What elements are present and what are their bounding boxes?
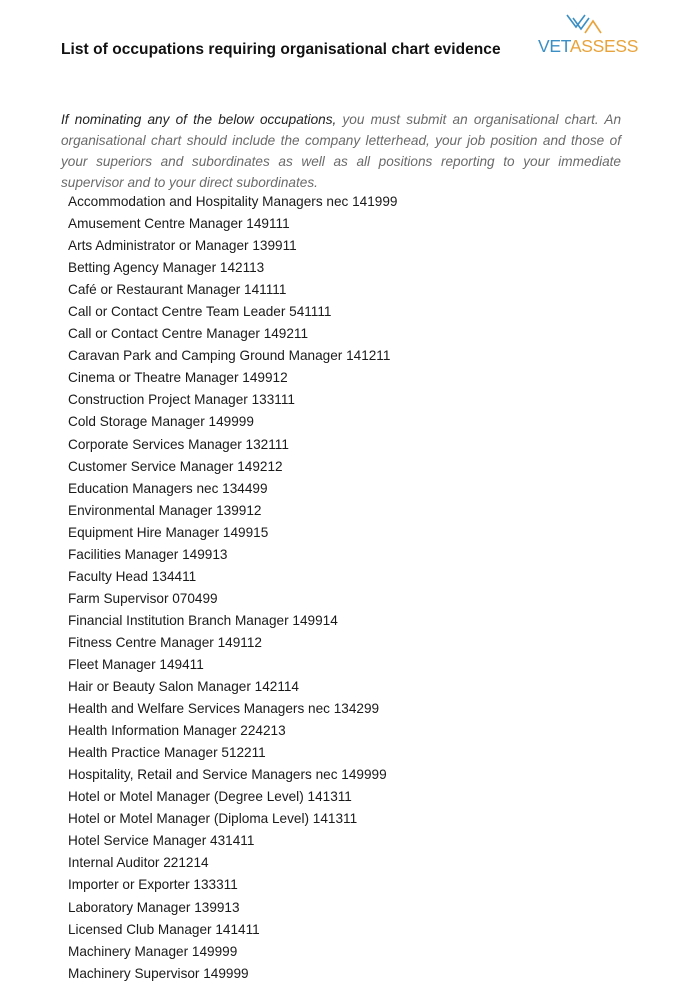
occupation-item: Call or Contact Centre Team Leader 541111 (68, 304, 332, 320)
occupation-item: Hotel or Motel Manager (Diploma Level) 141311 (68, 811, 358, 827)
occupation-item: Environmental Manager 139912 (68, 502, 262, 518)
page-title: List of occupations requiring organisational chart evidence (61, 41, 501, 58)
occupation-item: Cinema or Theatre Manager 149912 (68, 370, 288, 386)
occupation-item: Faculty Head 134411 (68, 568, 197, 584)
occupation-item: Construction Project Manager 133111 (68, 392, 295, 408)
intro-paragraph (61, 109, 621, 193)
occupation-item: Corporate Services Manager 132111 (68, 436, 289, 452)
occupation-item: Facilities Manager 149913 (68, 546, 228, 562)
occupation-item: Equipment Hire Manager 149915 (68, 524, 269, 540)
occupation-item: Café or Restaurant Manager 141111 (68, 282, 287, 298)
occupation-item: Betting Agency Manager 142113 (68, 260, 265, 276)
vetassess-logo (536, 12, 639, 64)
occupation-item: Internal Auditor 221214 (68, 855, 209, 871)
occupation-item: Farm Supervisor 070499 (68, 590, 218, 606)
occupation-item: Machinery Manager 149999 (68, 943, 238, 959)
occupation-item: Customer Service Manager 149212 (68, 458, 283, 474)
occupation-item: Caravan Park and Camping Ground Manager 141211 (68, 348, 391, 364)
logo-text-vet: VET (538, 36, 570, 56)
occupation-item: Health and Welfare Services Managers nec 134299 (68, 701, 380, 717)
occupation-item: Financial Institution Branch Manager 149914 (68, 612, 338, 628)
intro-rest: you must submit an organisational chart. An organisational chart should include the company letterhead, your job position and those of your superiors and subordinates as well as all positions reporting to your immediate supervisor and to your direct subordinates. (61, 111, 622, 190)
occupation-item: Cold Storage Manager 149999 (68, 414, 254, 430)
occupation-item: Arts Administrator or Manager 139911 (68, 238, 297, 254)
occupation-item: Licensed Club Manager 141411 (68, 921, 260, 937)
occupation-item: Importer or Exporter 133311 (68, 877, 238, 893)
occupation-item: Laboratory Manager 139913 (68, 899, 240, 915)
occupation-item: Hotel or Motel Manager (Degree Level) 141311 (68, 789, 352, 805)
occupation-item: Education Managers nec 134499 (68, 480, 268, 496)
occupation-item: Health Information Manager 224213 (68, 723, 286, 739)
occupation-item: Accommodation and Hospitality Managers nec 141999 (68, 194, 398, 209)
occupation-item: Hotel Service Manager 431411 (68, 833, 255, 849)
occupation-item: Fitness Centre Manager 149112 (68, 634, 262, 650)
logo-text-assess: ASSESS (569, 36, 639, 56)
occupation-item: Machinery Supervisor 149999 (68, 965, 249, 981)
occupation-item: Fleet Manager 149411 (68, 656, 204, 672)
intro-lead: If nominating any of the below occupations, (61, 111, 337, 127)
occupation-list (68, 191, 397, 985)
logo-wordmark (538, 38, 638, 56)
occupation-item: Amusement Centre Manager 149111 (68, 216, 290, 232)
occupation-item: Call or Contact Centre Manager 149211 (68, 326, 309, 342)
vetassess-chevron-logo-icon (564, 12, 604, 36)
occupation-item: Hair or Beauty Salon Manager 142114 (68, 679, 299, 695)
occupation-item: Hospitality, Retail and Service Managers nec 149999 (68, 767, 387, 783)
occupation-item: Health Practice Manager 512211 (68, 745, 266, 761)
